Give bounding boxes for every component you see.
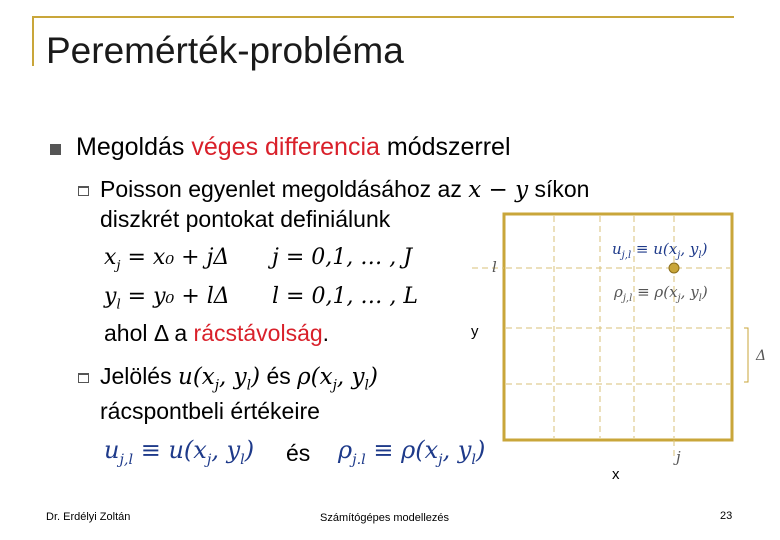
axis-x-label: x: [612, 466, 620, 483]
grid-point: [669, 263, 679, 273]
equation-y-range: l = 0,1, … , L: [272, 284, 419, 309]
final-u-definition: $u_{j,l} \equiv u(x_j$, $y_l$): [104, 436, 255, 468]
final-rho-definition: $\rho_{j.l} \equiv \rho(x_j$, $y_l$): [338, 436, 486, 468]
sub-bullet-2-line-a: Jelölés $u(x_j$, $y_l$) és $\rho(x_j$, $y_l$): [100, 363, 378, 394]
delta-label: Δ: [756, 348, 767, 364]
sub-bullet-1-line-b: diszkrét pontokat definiálunk: [100, 206, 391, 232]
index-l-label: l: [492, 258, 497, 276]
final-es: és: [286, 440, 311, 466]
grid-u-label: $u_{j,l} \equiv u(x_j$, $y_l$): [612, 240, 708, 261]
equation-x-range: j = 0,1, … , J: [272, 245, 413, 270]
grid-rho-label: $\rho_{j,l} \equiv \rho(x_j$, $y_l$): [614, 283, 708, 304]
footer-page-number: 23: [720, 510, 733, 522]
index-j-label: j: [676, 448, 681, 466]
equation-y: $y_l = y_0 + l\Delta$: [104, 284, 230, 313]
sub-bullet-2-line-b: rácspontbeli értékeire: [100, 398, 320, 424]
axis-y-label: y: [471, 323, 479, 340]
slide-title: Peremérték-probléma: [46, 30, 404, 71]
ahol-line: ahol Δ a rácstávolság.: [104, 320, 330, 346]
footer-author: Dr. Erdélyi Zoltán: [46, 511, 131, 523]
spacing-bracket: [744, 328, 748, 382]
equation-x: $x_j = x_0 + j\Delta$: [104, 245, 230, 274]
highlight-text: véges differencia: [191, 133, 380, 161]
footer-course: Számítógépes modellezés: [320, 512, 450, 524]
bullet-line-1: Megoldás véges differencia módszerrel: [76, 133, 511, 161]
sub-bullet-1-line-a: Poisson egyenlet megoldásához az x − y síkon: [100, 176, 590, 203]
